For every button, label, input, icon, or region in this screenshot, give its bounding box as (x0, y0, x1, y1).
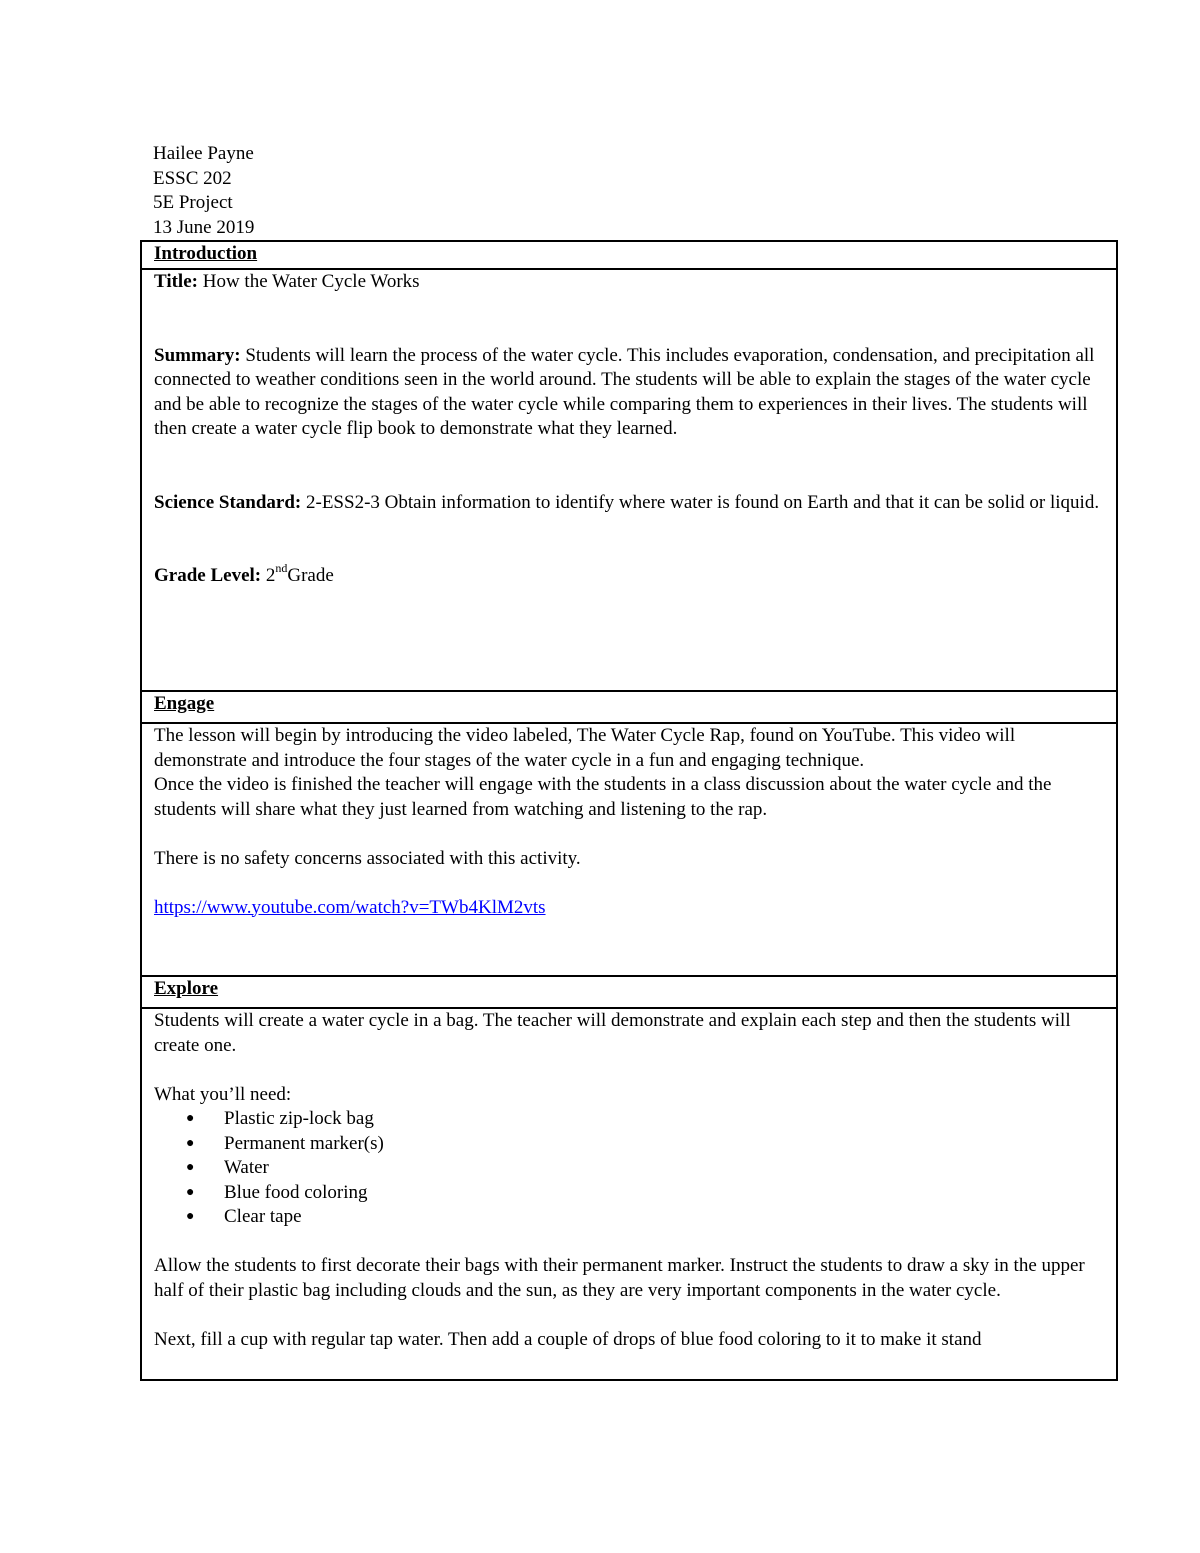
grade-level-line (154, 560, 1104, 589)
list-item (186, 1107, 1104, 1132)
instructions-paragraph: Allow the students to first decorate their bags with their permanent marker. Instruct the students to draw a sky in the upper half of their plastic bag including clouds and the sun, as they are very important components in the water cycle. (154, 1255, 1085, 1301)
safety-note: There is no safety concerns associated with this activity. (154, 847, 581, 869)
bullet-icon: ● (186, 1209, 195, 1224)
list-item-text: Clear tape (224, 1206, 302, 1227)
bullet-icon: ● (186, 1160, 195, 1175)
list-item (186, 1132, 1104, 1157)
materials-label: What you’ll need: (154, 1083, 292, 1105)
explore-heading: Explore (154, 978, 219, 999)
author-name: Hailee Payne (153, 143, 254, 164)
project-name: 5E Project (153, 192, 233, 213)
engage-paragraph-2: Once the video is finished the teacher will engage with the students in a class discussion about the water cycle and the students will share what they just learned from watching and listening to the rap. (154, 774, 1052, 820)
materials-list (154, 1107, 1104, 1230)
list-item-text: Plastic zip-lock bag (224, 1108, 374, 1129)
list-item-text: Permanent marker(s) (224, 1132, 384, 1154)
list-item (186, 1156, 1104, 1181)
list-item-text: Blue food coloring (224, 1181, 368, 1203)
summary-paragraph (154, 344, 1104, 442)
title-label: Title: (154, 271, 198, 292)
engage-paragraph-1: The lesson will begin by introducing the video labeled, The Water Cycle Rap, found on YouTube. This video will demonstrate and introduce the four stages of the water cycle in a fun and engaging technique. (154, 725, 1016, 771)
engage-heading-cell (141, 691, 1117, 723)
bullet-icon: ● (186, 1111, 195, 1126)
title-value: How the Water Cycle Works (202, 271, 420, 292)
summary-text: Students will learn the process of the water cycle. This includes evaporation, condensation, and precipitation all connected to weather conditions seen in the world around. The students will be able to explain the stages of the water cycle and be able to recognize the stages of the water cycle while comparing them to experiences in their lives. The students will then create a water cycle flip book to demonstrate what they learned. (154, 344, 1095, 439)
science-standard-text: 2-ESS2-3 Obtain information to identify where water is found on Earth and that it can be solid or liquid. (306, 491, 1100, 513)
list-item (186, 1205, 1104, 1230)
science-standard-paragraph (154, 491, 1104, 516)
bullet-icon: ● (186, 1184, 195, 1200)
course-code: ESSC 202 (153, 167, 232, 189)
introduction-heading-cell (141, 241, 1117, 269)
explore-heading-cell (141, 976, 1117, 1008)
grade-suffix: nd (275, 560, 288, 575)
grade-word: Grade (287, 565, 334, 586)
document-header (153, 142, 254, 240)
next-step-line: Next, fill a cup with regular tap water. Then add a couple of drops of blue food coloring to it to make it stand (154, 1328, 982, 1350)
introduction-content-cell (141, 269, 1117, 691)
explore-intro: Students will create a water cycle in a bag. The teacher will demonstrate and explain each step and then the students will create one. (154, 1010, 1071, 1056)
list-item (186, 1181, 1104, 1206)
list-item-text: Water (224, 1157, 269, 1178)
bullet-icon: ● (186, 1135, 195, 1151)
lesson-plan-table (140, 240, 1118, 1381)
document-date: 13 June 2019 (153, 216, 255, 238)
grade-level-label: Grade Level: (154, 565, 262, 586)
explore-content-cell (141, 1008, 1117, 1380)
summary-label: Summary: (154, 344, 241, 366)
engage-heading: Engage (154, 693, 215, 714)
engage-content-cell (141, 723, 1117, 976)
introduction-heading: Introduction (154, 243, 258, 264)
grade-number: 2 (265, 565, 276, 586)
science-standard-label: Science Standard: (154, 491, 302, 513)
title-line (154, 270, 1104, 295)
youtube-video-link[interactable]: https://www.youtube.com/watch?v=TWb4KlM2vts (154, 896, 546, 918)
